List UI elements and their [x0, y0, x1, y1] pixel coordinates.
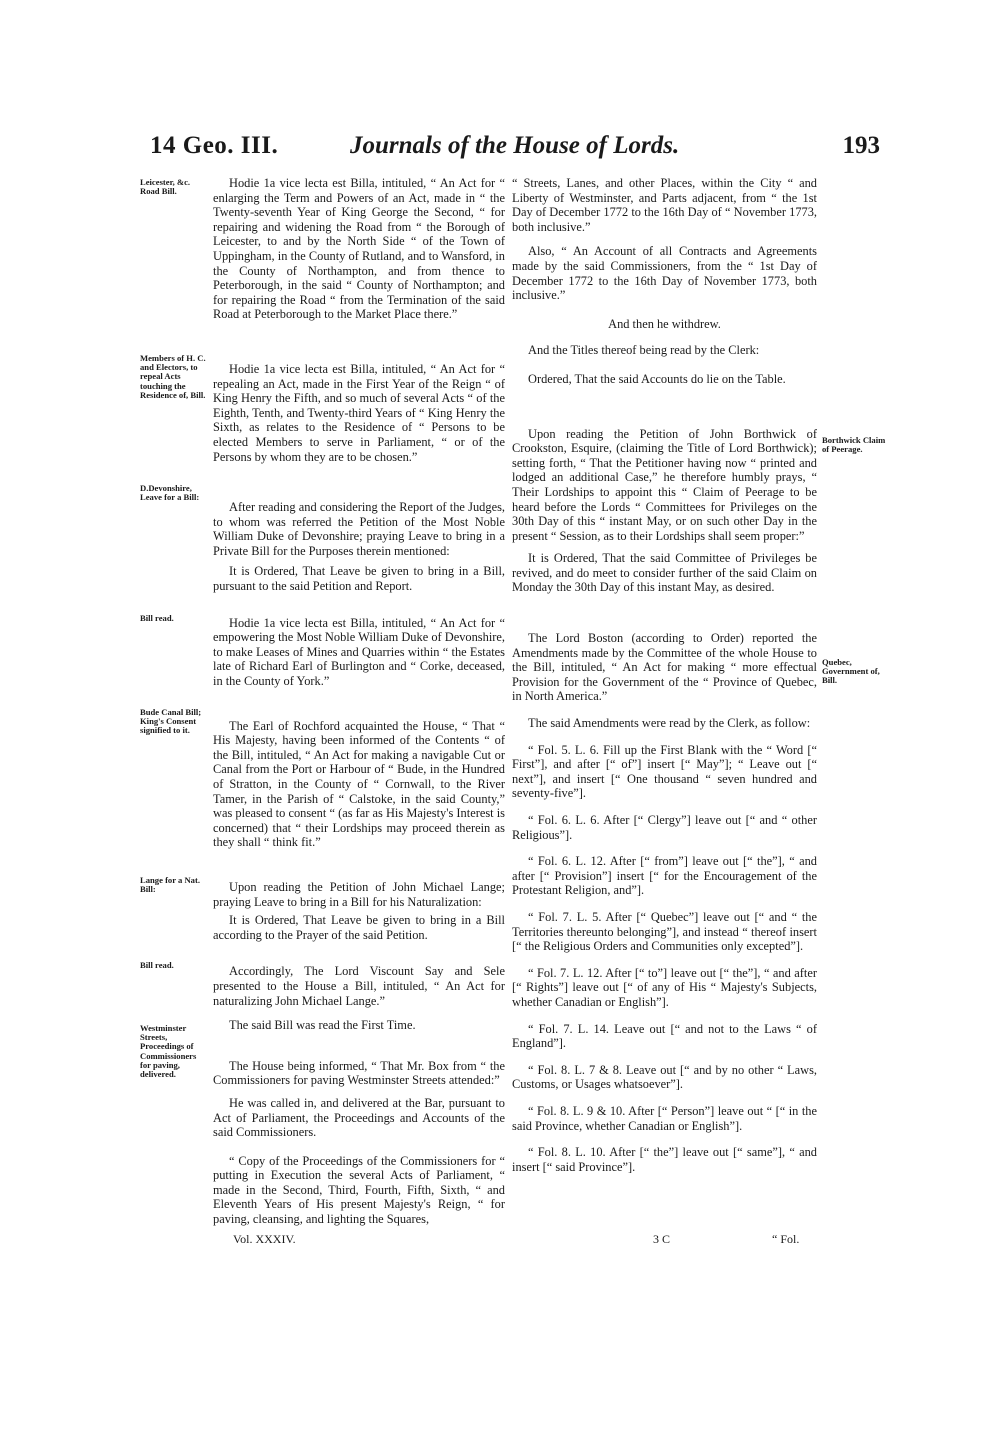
amendment-fol6-l12: “ Fol. 6. L. 12. After [“ from”] leave out [“ the”], “ and after [“ Provision”] insert [“ for the Encouragement of the Protestant Religion, and”]. [512, 854, 817, 898]
westminster-accounts-text: Also, “ An Account of all Contracts and Agreements made by the said Commissioners, from the “ 1st Day of December 1772 to the 16th Day of November 1773, both inclusive.” [512, 244, 817, 303]
withdrew-text: And then he withdrew. [608, 316, 721, 331]
amendment-fol5: “ Fol. 5. L. 6. Fill up the First Blank with the “ Word [“ First”], and after [“ of”] insert [“ May”]; “ Leave out [“ next”], and insert [“ One thousand “ seven hundred and seventy-five”]. [512, 742, 817, 801]
devonshire-report-text: After reading and considering the Report of the Judges, to whom was referred the Petition of the Most Noble William Duke of Devonshire; praying Leave to bring in a Private Bill for the Purposes therein mentioned: [213, 500, 505, 558]
regnal-year: 14 Geo. III. [150, 132, 279, 159]
margin-note-westminster: Westminster Streets, Proceedings of Commissioners for paving, delivered. [140, 1023, 197, 1080]
catchword: “ Fol. [772, 1232, 800, 1246]
amendment-fol8-l7: “ Fol. 8. L. 7 & 8. Leave out [“ and by no other “ Laws, Customs, or Usages whatsoever”]. [512, 1062, 817, 1092]
westminster-delivered-text: He was called in, and delivered at the Bar, pursuant to Act of Parliament, the Proceedings and Accounts of the said Commissioners. [213, 1095, 505, 1140]
margin-note-quebec: Quebec, Government of, Bill. [822, 657, 880, 686]
running-title: Journals of the House of Lords. [350, 132, 680, 159]
margin-note-lange: Lange for a Nat. Bill: [140, 875, 200, 895]
margin-note-borthwick: Borthwick Claim of Peerage. [822, 435, 886, 455]
devonshire-leave-order: It is Ordered, That Leave be given to bring in a Bill, pursuant to the said Petition and Report. [213, 564, 505, 594]
borthwick-petition-text: Upon reading the Petition of John Borthwick of Crookston, Esquire, (claiming the Title of Lord Borthwick); setting forth, “ That the Petitioner having now “ printed and lodged an additional Case,” he therefore humbly prays, “ Their Lordships to appoint this “ Claim of Peerage to be heard before the Lords “ Committees for Privileges on the 30th Day of this “ instant May, or on such other Day in the present “ Session, as to their Lordships shall seem proper:” [512, 426, 817, 543]
bude-canal-consent-text: The Earl of Rochford acquainted the House, “ That “ His Majesty, having been informed of the Contents “ of the Bill, intituled, “ An Act for making a navigable Cut or Canal from the Port or Harbour of “ Bude, in the Hundred of Stratton, in the County of “ Cornwall, to the River Tamer, in the Parish of “ Calstoke, in the said County,” was pleased to consent “ (as far as His Majesty's Interest is concerned) that “ their Lordships may proceed therein as they shall “ think fit.” [213, 718, 505, 850]
westminster-proceedings-continued: “ Streets, Lanes, and other Places, within the City “ and Liberty of Westminster, and Parts adjacent, from “ the 1st Day of December 1772 to the 16th Day of “ November 1773, both inclusive.” [512, 176, 817, 234]
amendment-fol8-l10: “ Fol. 8. L. 10. After [“ the”] leave out [“ same”], “ and insert [“ said Province”]. [512, 1145, 817, 1174]
titles-read-text: And the Titles thereof being read by the Clerk: [528, 343, 760, 358]
devonshire-bill-read: Hodie 1a vice lecta est Billa, intituled, “ An Act for “ empowering the Most Noble William Duke of Devonshire, to make Leases of Mines and Quarries within “ the Estates late of Richard Earl of Burlington and “ Corke, deceased, in the County of York.” [213, 615, 505, 689]
left-column [213, 176, 505, 1227]
lange-bill-presented: Accordingly, The Lord Viscount Say and Sele presented to the House a Bill, intituled, “ An Act for naturalizing John Michael Lange.” [213, 964, 505, 1008]
volume-number: Vol. XXXIV. [233, 1232, 296, 1246]
margin-note-bill-read-2: Bill read. [140, 960, 174, 970]
borthwick-order-text: It is Ordered, That the said Committee of Privileges be revived, and do meet to consider further of the said Claim on Monday the 30th Day of this instant May, as desired. [512, 551, 817, 595]
quebec-report-text: The Lord Boston (according to Order) reported the Amendments made by the Committee of the whole House to the Bill, intituled, “ An Act for making “ more effectual Provision for the Government of the “ Province of Quebec, in North America.” [512, 631, 817, 704]
amendment-fol7-l14: “ Fol. 7. L. 14. Leave out [“ and not to the Laws “ of England”]. [512, 1021, 817, 1051]
signature-mark: 3 C [653, 1232, 671, 1246]
residence-repeal-bill-text: Hodie 1a vice lecta est Billa, intituled, “ An Act for “ repealing an Act, made in the First Year of the Reign “ of King Henry the Fifth, and so much of several Acts “ of the Eighth, Tenth, and Twenty-third Years of “ King Henry the Sixth, as relates to the Residence of “ Persons to be elected Members to serve in Parliament, “ or of the Persons by whom they are to be chosen.” [213, 361, 505, 464]
accounts-lie-order: Ordered, That the said Accounts do lie on the Table. [528, 371, 786, 386]
lange-leave-order: It is Ordered, That Leave be given to bring in a Bill according to the Prayer of the said Petition. [213, 913, 505, 942]
westminster-informed-text: The House being informed, “ That Mr. Box from “ the Commissioners for paving Westminster Streets attended:” [213, 1058, 505, 1088]
amendment-fol7-l5: “ Fol. 7. L. 5. After [“ Quebec”] leave out [“ and “ the Territories thereunto belonging”], and instead “ thereof insert [“ the Religious Orders and Communities only excepted”]. [512, 909, 817, 954]
westminster-proceedings-copy: “ Copy of the Proceedings of the Commissioners for “ putting in Execution the several Acts of Parliament, “ made in the Second, Third, Fourth, Fifth, Sixth, “ and Eleventh Years of His present Majesty's Reign, “ for paving, cleansing, and lighting the Squares, [213, 1153, 505, 1227]
margin-note-bill-read-1: Bill read. [140, 613, 174, 623]
margin-note-devonshire: D.Devonshire, Leave for a Bill: [140, 483, 200, 503]
margin-note-bude: Bude Canal Bill; King's Consent signified to it. [140, 707, 202, 736]
margin-note-members: Members of H. C. and Electors, to repeal Acts touching the Residence of, Bill. [140, 353, 206, 400]
margin-note-leicester: Leicester, &c. Road Bill. [140, 177, 191, 197]
leicester-road-bill-text: Hodie 1a vice lecta est Billa, intituled, “ An Act for “ enlarging the Term and Powers of an Act, made in “ the Twenty-seventh Year of King George the Second, “ for repairing and widening the Road from “ the Borough of Leicester, to and by the North Side “ of the Town of Uppingham, in the County of Rutland, and to Wansford, in the County of Northampton, and from thence to Peterborough, in the said “ County of Northampton; and for repairing the Road “ from the Termination of the said Road at Peterborough to the Market Place there.” [213, 176, 505, 322]
amendments-read-text: The said Amendments were read by the Clerk, as follow: [528, 716, 811, 731]
amendment-fol8-l9: “ Fol. 8. L. 9 & 10. After [“ Person”] leave out “ [“ in the said Province, whether Canadian or English”]. [512, 1103, 817, 1133]
amendment-fol7-l12: “ Fol. 7. L. 12. After [“ to”] leave out [“ the”], “ and after [“ Rights”] leave out [“ of any of His “ Majesty's Subjects, whether Canadian or English”]. [512, 965, 817, 1009]
page-header [150, 132, 880, 172]
lange-petition-text: Upon reading the Petition of John Michael Lange; praying Leave to bring in a Bill for his Naturalization: [213, 879, 505, 909]
right-column [512, 176, 817, 1174]
amendment-fol6-l6: “ Fol. 6. L. 6. After [“ Clergy”] leave out [“ and “ other Religious”]. [512, 813, 817, 842]
lange-bill-first-reading: The said Bill was read the First Time. [229, 1018, 416, 1033]
page-number: 193 [842, 132, 880, 159]
